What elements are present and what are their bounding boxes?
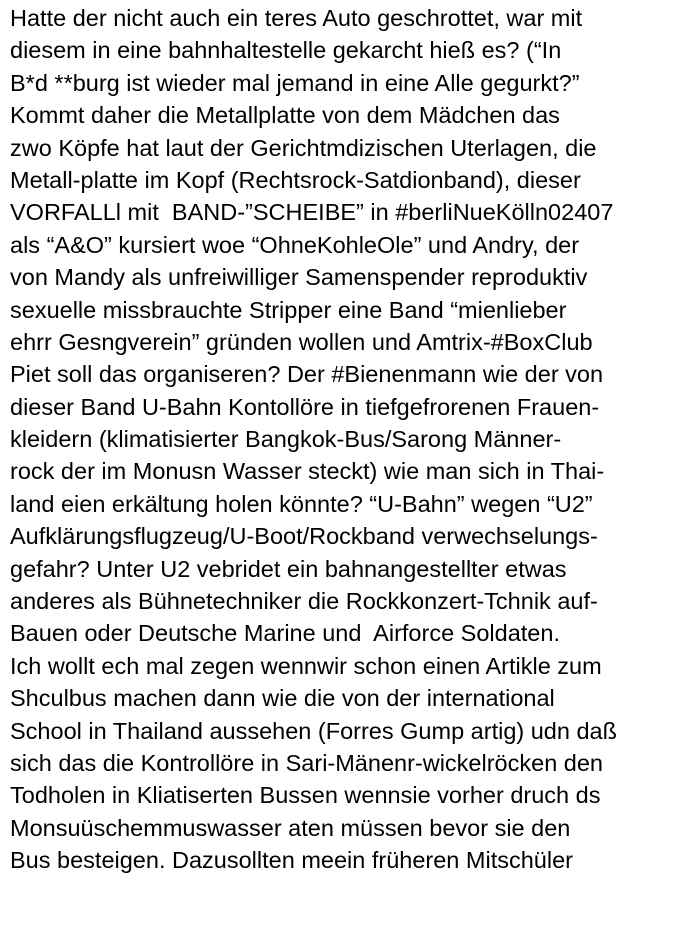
text-line: sich das die Kontrollöre in Sari-Mänenr-wickelröcken den [10,749,603,776]
text-line: Todholen in Kliatiserten Bussen wennsie vorher druch ds [10,782,601,809]
text-line: Shculbus machen dann wie die von der international [10,685,555,712]
text-line: gefahr? Unter U2 vebridet ein bahnangestellter etwas [10,555,567,582]
text-line: dieser Band U-Bahn Kontollöre in tiefgefrorenen Frauen- [10,393,600,420]
text-line: von Mandy als unfreiwilliger Samenspender reproduktiv [10,264,588,291]
text-line: ehrr Gesngverein” gründen wollen und Amtrix-#BoxClub [10,328,593,355]
text-line: Monsuüschemmuswasser aten müssen bevor sie den [10,814,571,841]
text-line: School in Thailand aussehen (Forres Gump artig) udn daß [10,717,617,744]
text-line: VORFALLl mit BAND-”SCHEIBE” in #berliNueKölln02407 [10,199,614,226]
text-line: B*d **burg ist wieder mal jemand in eine Alle gegurkt?” [10,69,580,96]
text-line: Hatte der nicht auch ein teres Auto geschrottet, war mit [10,5,583,31]
text-line: land eien erkältung holen könnte? “U-Bahn” wegen “U2” [10,490,593,517]
text-line: zwo Köpfe hat laut der Gerichtmdizischen Uterlagen, die [10,134,597,161]
text-line: Kommt daher die Metallplatte von dem Mädchen das [10,102,560,129]
body-text [10,2,682,877]
text-line: diesem in eine bahnhaltestelle gekarcht hieß es? (“In [10,37,562,64]
text-line: sexuelle missbrauchte Stripper eine Band “mienlieber [10,296,567,323]
text-line: Piet soll das organiseren? Der #Bienenmann wie der von [10,361,604,388]
text-line: Bauen oder Deutsche Marine und Airforce Soldaten. [10,620,560,647]
text-line: rock der im Monusn Wasser steckt) wie man sich in Thai- [10,458,605,485]
text-line: Aufklärungsflugzeug/U-Boot/Rockband verwechselungs- [10,523,598,550]
text-line: anderes als Bühnetechniker die Rockkonzert-Tchnik auf- [10,588,598,615]
text-line: Bus besteigen. Dazusollten meein früheren Mitschüler [10,847,573,874]
text-line: als “A&O” kursiert woe “OhneKohleOle” und Andry, der [10,231,580,258]
text-line: kleidern (klimatisierter Bangkok-Bus/Sarong Männer- [10,426,562,453]
text-line: Metall-platte im Kopf (Rechtsrock-Satdionband), dieser [10,166,581,193]
text-line: Ich wollt ech mal zegen wennwir schon einen Artikle zum [10,652,602,679]
